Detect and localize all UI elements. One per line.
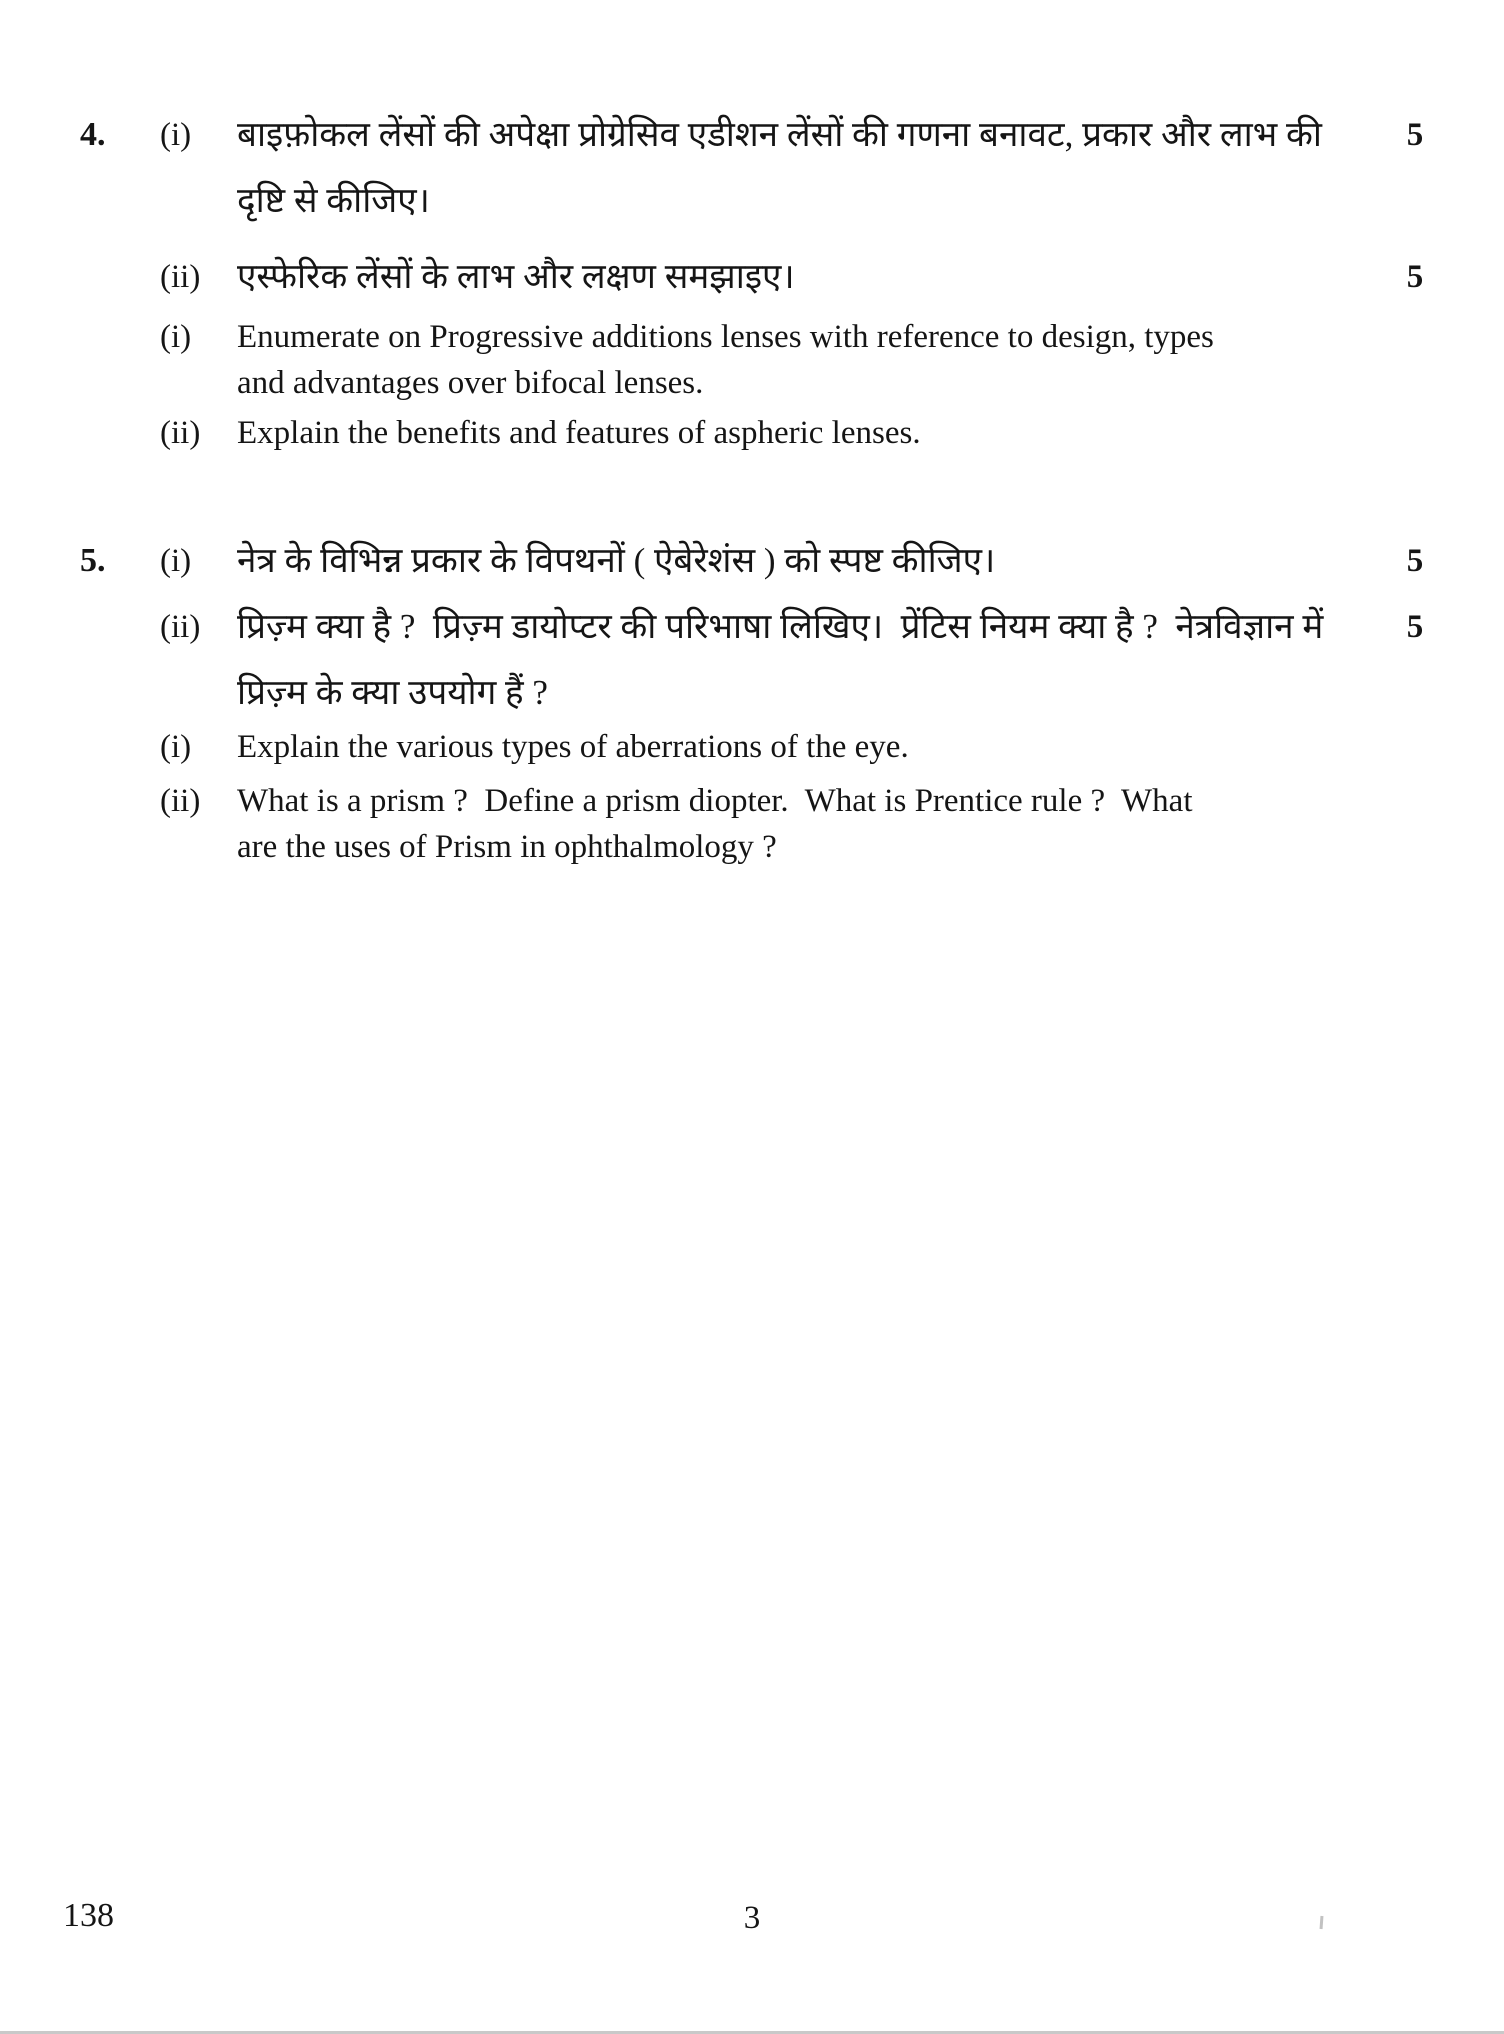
text-line: दृष्टि से कीजिए। <box>237 181 430 220</box>
page-number: 3 <box>743 1900 761 1936</box>
text-line: प्रिज़्म क्या है ? प्रिज़्म डायोप्टर की परिभाषा लिखिए। प्रेंटिस नियम क्या है ? नेत्रविज्ञान में <box>237 607 1324 646</box>
part-label: (i) <box>160 117 192 153</box>
part-label: (ii) <box>160 259 201 295</box>
text-line: and advantages over bifocal lenses. <box>237 365 704 401</box>
part-label: (ii) <box>160 783 201 819</box>
text-line: एस्फेरिक लेंसों के लाभ और लक्षण समझाइए। <box>237 257 795 296</box>
part-label: (i) <box>160 543 192 579</box>
part-label: (ii) <box>160 609 201 645</box>
paper-code: 138 <box>63 1897 114 1934</box>
question-text <box>237 244 1347 310</box>
question-text <box>237 314 1347 406</box>
marks-value: 5 <box>1406 259 1424 295</box>
text-line: Explain the benefits and features of aspheric lenses. <box>237 415 921 451</box>
question-number: 5. <box>80 542 106 579</box>
marks-value: 5 <box>1406 609 1424 645</box>
question-text <box>237 778 1347 870</box>
text-line: Enumerate on Progressive additions lenses with reference to design, types <box>237 319 1214 355</box>
marks-value: 5 <box>1406 543 1424 579</box>
text-line: Explain the various types of aberrations of the eye. <box>237 729 909 765</box>
question-text <box>237 528 1347 594</box>
question-text <box>237 724 1347 770</box>
part-label: (i) <box>160 319 192 355</box>
text-line: बाइफ़ोकल लेंसों की अपेक्षा प्रोग्रेसिव एडीशन लेंसों की गणना बनावट, प्रकार और लाभ की <box>237 115 1322 154</box>
part-label: (i) <box>160 729 192 765</box>
question-text <box>237 102 1347 234</box>
text-line: नेत्र के विभिन्न प्रकार के विपथनों ( ऐबेरेशंस ) को स्पष्ट कीजिए। <box>237 541 996 580</box>
text-line: are the uses of Prism in ophthalmology ? <box>237 829 777 865</box>
text-line: What is a prism ? Define a prism diopter. What is Prentice rule ? What <box>237 783 1193 819</box>
part-label: (ii) <box>160 415 201 451</box>
question-text <box>237 410 1347 456</box>
question-number: 4. <box>80 116 106 153</box>
text-line: प्रिज़्म के क्या उपयोग हैं ? <box>237 673 548 712</box>
question-text <box>237 594 1347 726</box>
marks-value: 5 <box>1406 117 1424 153</box>
